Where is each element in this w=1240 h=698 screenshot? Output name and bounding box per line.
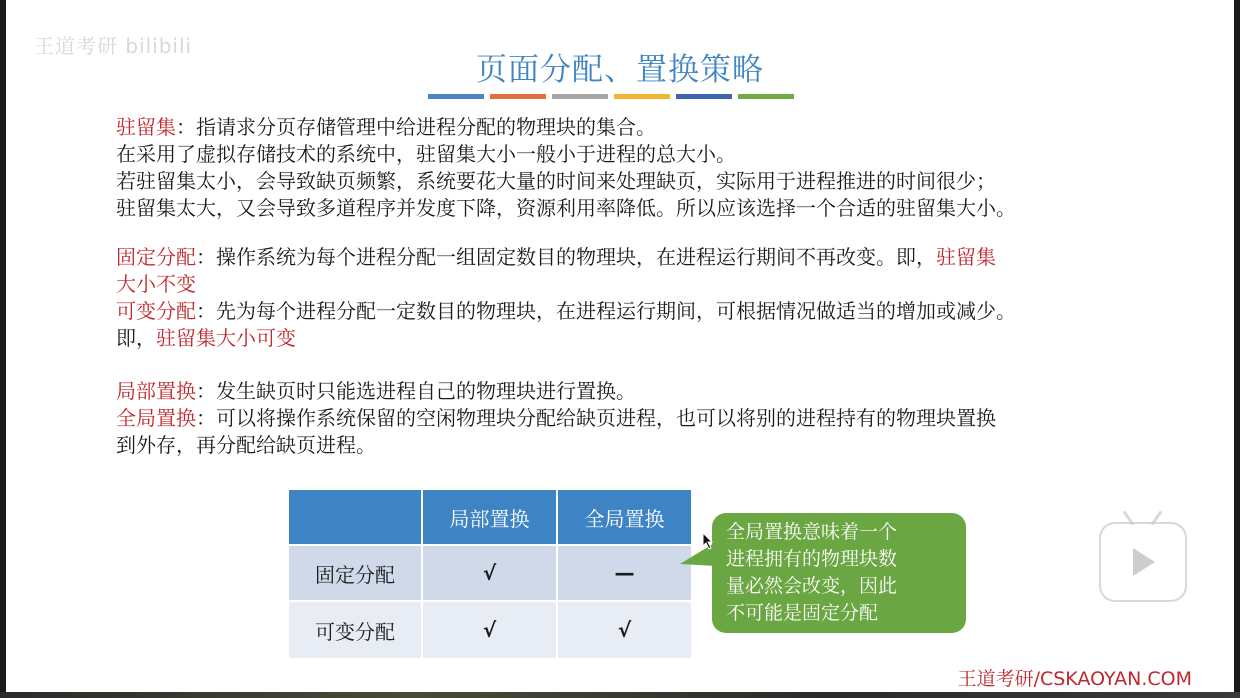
table-header-row xyxy=(288,489,692,545)
table-row xyxy=(288,545,692,601)
term-global-replacement: 全局置换 xyxy=(116,406,196,430)
play-icon[interactable] xyxy=(1099,522,1187,602)
callout-line-1: 全局置换意味着一个 xyxy=(726,521,898,543)
table-row xyxy=(288,601,692,659)
callout-line-2: 进程拥有的物理块数 xyxy=(726,548,898,570)
variable-allocation-highlight: 驻留集大小可变 xyxy=(156,326,296,350)
resident-set-line-4: 驻留集太大，又会导致多道程序并发度下降，资源利用率降低。所以应该选择一个合适的驻留集大小。 xyxy=(116,196,1016,220)
term-local-replacement: 局部置换 xyxy=(116,379,196,403)
spacer xyxy=(116,352,1166,378)
cell-fixed-global: — xyxy=(557,545,692,601)
fixed-allocation-line-1 xyxy=(116,244,1166,271)
slide-title: 页面分配、置换策略 xyxy=(476,52,764,88)
global-replacement-line-2: 到外存，再分配给缺页进程。 xyxy=(116,433,376,457)
variable-allocation-prefix: 即， xyxy=(116,326,156,350)
variable-allocation-line-1 xyxy=(116,298,1166,325)
table-header-corner xyxy=(288,489,422,545)
callout-box xyxy=(712,513,966,633)
title-bar-3 xyxy=(552,94,608,99)
term-variable-allocation: 可变分配 xyxy=(116,299,196,323)
allocation-replacement-table xyxy=(287,488,693,660)
cell-variable-local: √ xyxy=(422,601,557,659)
callout-line-3: 量必然会改变，因此 xyxy=(726,575,898,597)
term-fixed-allocation: 固定分配 xyxy=(116,245,196,269)
row-label-fixed: 固定分配 xyxy=(288,545,422,601)
table-header-local: 局部置换 xyxy=(422,489,557,545)
slide-body xyxy=(116,114,1166,459)
callout-text xyxy=(726,519,956,627)
fixed-allocation-highlight-1: 驻留集 xyxy=(936,245,996,269)
title-bar-2 xyxy=(490,94,546,99)
callout-line-4: 不可能是固定分配 xyxy=(726,602,879,624)
variable-allocation-line-2 xyxy=(116,325,1166,352)
row-label-variable: 可变分配 xyxy=(288,601,422,659)
fixed-allocation-highlight-2: 大小不变 xyxy=(116,272,196,296)
title-bar-5 xyxy=(676,94,732,99)
title-underline-bars xyxy=(428,94,794,99)
local-replacement-line xyxy=(116,378,1166,405)
mouse-cursor-icon xyxy=(702,532,714,550)
resident-set-line-2: 在采用了虚拟存储技术的系统中，驻留集大小一般小于进程的总大小。 xyxy=(116,142,736,166)
watermark-logo: 王道考研 bilibili xyxy=(34,34,193,58)
play-triangle-icon xyxy=(1133,548,1155,576)
title-bar-4 xyxy=(614,94,670,99)
global-replacement-line-1 xyxy=(116,405,1166,432)
global-replacement-text: ：可以将操作系统保留的空闲物理块分配给缺页进程，也可以将别的进程持有的物理块置换 xyxy=(196,406,996,430)
resident-set-text: ：指请求分页存储管理中给进程分配的物理块的集合。 xyxy=(176,115,656,139)
variable-allocation-text: ：先为每个进程分配一定数目的物理块，在进程运行期间，可根据情况做适当的增加或减少。 xyxy=(196,299,1016,323)
spacer xyxy=(116,222,1166,244)
fixed-allocation-text: ：操作系统为每个进程分配一组固定数目的物理块，在进程运行期间不再改变。即， xyxy=(196,245,936,269)
resident-set-definition xyxy=(116,114,1166,141)
cell-fixed-local: √ xyxy=(422,545,557,601)
video-bottom-strip xyxy=(0,692,1240,698)
title-bar-1 xyxy=(428,94,484,99)
footer-brand: 王道考研/CSKAOYAN.COM xyxy=(957,668,1192,690)
resident-set-line-3: 若驻留集太小，会导致缺页频繁，系统要花大量的时间来处理缺页，实际用于进程推进的时间很少； xyxy=(116,169,996,193)
cell-variable-global: √ xyxy=(557,601,692,659)
term-resident-set: 驻留集 xyxy=(116,115,176,139)
title-bar-6 xyxy=(738,94,794,99)
local-replacement-text: ：发生缺页时只能选进程自己的物理块进行置换。 xyxy=(196,379,636,403)
table-header-global: 全局置换 xyxy=(557,489,692,545)
